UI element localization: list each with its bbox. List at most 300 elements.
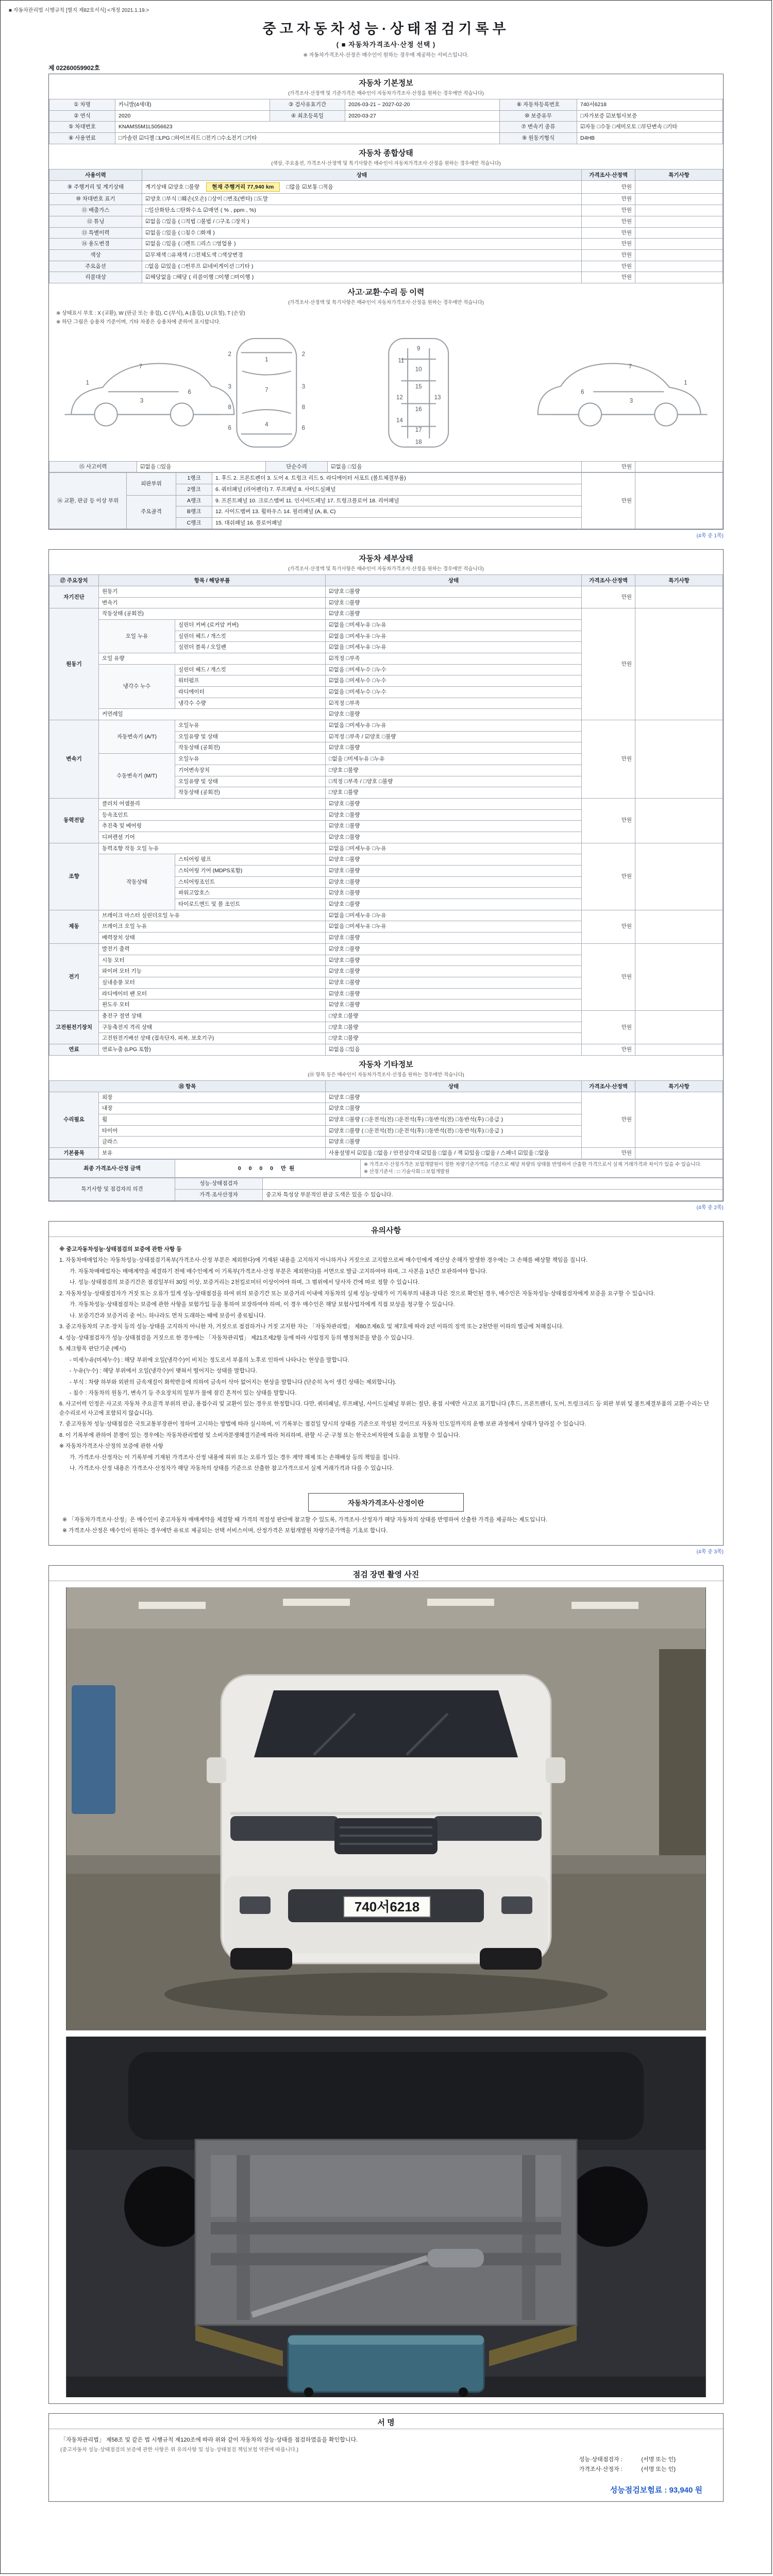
- item-cell: 라디에이터 팬 모터: [99, 988, 326, 999]
- status-cell: ☑없음 □있음 ( □적법 □불법 / □구조 □장치 ): [142, 216, 582, 227]
- price-cell: 만원: [582, 798, 635, 843]
- inspection-photo-underbody: [66, 2037, 706, 2397]
- item-cell: 와이퍼 모터 기능: [99, 966, 326, 977]
- vin-value: KNAMS5M1L5056623: [115, 122, 500, 133]
- signature-note: (중고자동차 성능·상태점검의 보증에 관한 사항은 위 유의사항 및 성능·상태점검 책임보험 약관에 따릅니다.): [60, 2447, 299, 2453]
- status-cell: ☑없음 □미세누유 □누유: [326, 910, 582, 921]
- exchange-parts-table: [49, 472, 723, 529]
- status-cell: ☑없음 □미세누유 □누유: [326, 642, 582, 653]
- status-cell: □양호 □불량: [326, 1033, 582, 1044]
- table-row: [49, 122, 723, 133]
- subitem-cell: 실린더 커버 (로커암 커버): [175, 619, 326, 631]
- table-row: [49, 473, 723, 484]
- appraiser-signature-suffix: (서명 또는 인): [641, 2466, 676, 2473]
- panel-notice: [48, 1221, 724, 1546]
- notice-line: 1. 자동차매매업자는 자동차성능·상태점검기록부(가격조사·산정 부분은 제외한다)에 기재된 내용을 고지하지 아니하거나 거짓으로 고지함으로써 매수인에게 재산상 손해가 발생한 경우에는 그 손해를 배상할 책임을 집니다.: [59, 1257, 588, 1264]
- item-cell: 커먼레일: [99, 709, 326, 720]
- item-group-cell: 작동상태: [99, 854, 175, 910]
- section-title-detail: 자동차 세부상태: [49, 550, 723, 565]
- price-cell: 만원: [582, 910, 635, 943]
- status-cell: ☑양호 □불량: [326, 608, 582, 620]
- inspector-opinion-table: [49, 1178, 723, 1200]
- status-cell: ☑무채색 □유채색 / □전체도색 □색상변경: [142, 249, 582, 261]
- col-note: 특기사항: [635, 574, 723, 586]
- section-title-notice: 유의사항: [49, 1222, 723, 1237]
- final-price-table: [49, 1159, 723, 1178]
- etc-info-table: [49, 1080, 723, 1159]
- status-cell: □일산화탄소 □탄화수소 ☑매연 ( % , ppm , %): [142, 205, 582, 216]
- item-cell: 오일 유량: [99, 653, 326, 664]
- device-group-cell: 조향: [49, 843, 99, 910]
- accident-history-status: ☑없음 □있음: [137, 461, 266, 472]
- table-row: [49, 99, 723, 111]
- status-cell: ☑양호 □불량: [326, 866, 582, 877]
- note-cell: [635, 461, 723, 472]
- note-cell: [635, 194, 723, 205]
- item-group-cell: 자동변속기 (A/T): [99, 720, 175, 754]
- fuel-value: □가솔린 ☑디젤 □LPG □하이브리드 □전기 □수소전기 □기타: [115, 133, 500, 144]
- item-group-cell: 수동변속기 (M/T): [99, 754, 175, 799]
- status-cell: ☑양호 □불량: [326, 809, 582, 821]
- rank1-parts: 1. 후드 2. 프론트펜더 3. 도어 4. 트렁크 리드 5. 라디에이터 서포트 (볼트체결부품): [212, 473, 582, 484]
- item-cell: 발전기 출력: [99, 943, 326, 955]
- item-cell: 배력장치 상태: [99, 933, 326, 944]
- status-cell: 사용설명서 ☑있음 □없음 / 안전삼각대 ☑있음 □없음 / 잭 ☑있음 □없음 / 스패너 ☑있음 □없음: [326, 1148, 582, 1159]
- item-cell: 내장: [99, 1103, 326, 1114]
- subitem-cell: 스티어링 기어 (MDPS포함): [175, 866, 326, 877]
- diagram-part-number: 8: [301, 404, 306, 411]
- status-cell: ☑양호 □불량: [326, 943, 582, 955]
- table-row: [49, 1010, 723, 1022]
- col-item: ⑱ 항목: [49, 1080, 326, 1092]
- status-cell: ☑양호 □불량: [326, 709, 582, 720]
- etc-rows: [49, 1092, 723, 1159]
- diagram-part-number: 3: [301, 383, 306, 390]
- rankC-label: C랭크: [176, 518, 212, 529]
- table-row: [49, 1044, 723, 1056]
- section-title-accident: 사고·교환·수리 등 이력: [49, 283, 723, 298]
- mileage-status: [142, 180, 582, 194]
- diagram-part-number: 6: [581, 389, 584, 396]
- rankC-parts: 15. 대쉬패널 16. 플로어패널: [212, 518, 582, 529]
- section-title-photos: 점검 장면 촬영 사진: [49, 1566, 723, 1581]
- simple-repair-status: ☑없음 □있음: [328, 461, 582, 472]
- insurance-premium: [49, 2480, 723, 2501]
- section-note-overall: (색상, 주요옵션, 가격조사·산정액 및 특기사항은 매수인이 자동차가격조사·산정을 원하는 경우에만 적습니다): [271, 160, 501, 166]
- table-header-row: [49, 574, 723, 586]
- basic-info-table: [49, 99, 723, 144]
- table-row: [49, 1159, 723, 1178]
- price-cell: 만원: [582, 194, 635, 205]
- status-cell: ☑적정 □부족 / ☑양호 □불량: [326, 731, 582, 742]
- status-cell: ☑양호 □부식 □훼손(오손) □상이 □변조(변타) □도말: [142, 194, 582, 205]
- notice-line: 6. 사고이력 인정은 사고로 자동차 주요골격 부위의 판금, 용접수리 및 교환이 있는 경우로 한정합니다. 다만, 쿼터패널, 루프패널, 사이드실패널 부위는 절단, 용접 시에만 사고로 표기합니다 (후드, 프론트펜더, 도어, 트렁크리드 등 외판 부위 및 볼트체결부품의 교환·수리는 단순수리로서 사고에 포함되지 않습니다).: [59, 1401, 710, 1416]
- table-row: [49, 1148, 723, 1159]
- note-cell: [635, 473, 723, 529]
- overall-condition-table: [49, 169, 723, 283]
- device-group-cell: 고전원전기장치: [49, 1010, 99, 1044]
- item-cell: ⑪ 배출가스: [49, 205, 142, 216]
- status-cell: ☑해당없음 □해당 ( 리콜이행 □이행 □미이행 ): [142, 272, 582, 283]
- diagram-part-number: 12: [396, 394, 403, 401]
- vin-label: ⑤ 차대번호: [49, 122, 115, 133]
- status-cell: ☑양호 □불량: [326, 798, 582, 809]
- item-cell: ⑩ 차대번호 표기: [49, 194, 142, 205]
- diagram-part-number: 3: [228, 383, 231, 390]
- note-cell: [635, 1092, 723, 1147]
- item-cell: 원동기: [99, 586, 326, 597]
- car-name-label: ① 차명: [49, 99, 115, 111]
- item-cell: 외장: [99, 1092, 326, 1103]
- item-cell: 윈도우 모터: [99, 999, 326, 1011]
- diagram-part-number: 9: [416, 346, 421, 352]
- diagram-part-number: 8: [228, 404, 231, 411]
- price-cell: 만원: [582, 239, 635, 250]
- col-price: 가격조사·산정액: [582, 1080, 635, 1092]
- col-price: 가격조사·산정액: [582, 169, 635, 180]
- year-label: ② 연식: [49, 110, 115, 122]
- table-row: [49, 110, 723, 122]
- item-cell: 클러치 어셈블리: [99, 798, 326, 809]
- car-underbody-shape: [195, 2140, 577, 2325]
- overall-rows: [49, 194, 723, 283]
- subitem-cell: 스티어링 펌프: [175, 854, 326, 866]
- main-frame-label: 주요골격: [127, 495, 176, 529]
- price-cell: 만원: [582, 1044, 635, 1056]
- status-cell: ☑양호 □불량 ( □운전석(전) □운전석(후) □동반석(전) □동반석(후) □응급 ): [326, 1125, 582, 1137]
- document-subtitle: ( ■ 자동차가격조사·산정 선택 ): [336, 41, 436, 48]
- panel-detail: [48, 549, 724, 1201]
- notice-line: 가. 자동차매매업자는 매매계약을 체결하기 전에 매수인에게 이 기록부(가격조사·산정 부분은 제외한다)를 서면으로 발급·고지하여야 하며, 그 사본을 1년간 보관하여야 합니다.: [70, 1268, 488, 1275]
- insurance-premium-label: 성능점검보험료 :: [610, 2486, 667, 2495]
- note-cell: [635, 239, 723, 250]
- notice-line: - 침수 : 자동차의 원동기, 변속기 등 주요장치의 일부가 물에 잠긴 흔적이 있는 상태를 말합니다.: [70, 1390, 297, 1396]
- status-cell: □없음 ☑있음 ( □썬루프 ☑네비게이션 □기타 ): [142, 261, 582, 272]
- signature-statement: 「자동차관리법」 제58조 및 같은 법 시행규칙 제120조에 따라 위와 같이 자동차의 성능·상태를 점검하였음을 확인합니다.: [60, 2436, 358, 2443]
- status-cell: ☑양호 □불량: [326, 586, 582, 597]
- table-row: [49, 843, 723, 854]
- note-cell: [635, 1010, 723, 1044]
- warranty-value: □자가보증 ☑보험사보증: [577, 110, 723, 122]
- note-cell: [635, 249, 723, 261]
- final-price-value: 0 0 0 0 만원: [175, 1159, 361, 1178]
- signature-row-appraiser: [60, 2465, 712, 2475]
- notice-line: 7. 중고자동차 성능·상태점검은 국토교통부장관이 정하여 고시하는 방법에 따라 실시하며, 이 기록부는 점검일 당시의 상태를 기준으로 작성된 것이므로 자동차 인도일까지의 운행·보관 과정에서 상태가 달라질 수 있습니다.: [59, 1421, 586, 1428]
- item-cell: 휠: [99, 1114, 326, 1126]
- item-cell: ⑫ 튜닝: [49, 216, 142, 227]
- final-note-2: ※ 산정기준서 : □ 기술사회 □ 보험개발원: [364, 1169, 450, 1175]
- detail-rows: [49, 586, 723, 1055]
- status-cell: ☑양호 □불량: [326, 988, 582, 999]
- section-note-accident: (가격조사·산정액 및 특기사항은 매수인이 자동차가격조사·산정을 원하는 경우에만 적습니다): [288, 299, 484, 306]
- status-cell: □양호 □불량: [326, 765, 582, 776]
- subitem-cell: 실린더 블록 / 오일팬: [175, 642, 326, 653]
- pricing-info-lines: [49, 1516, 723, 1545]
- diagram-part-number: 7: [139, 363, 143, 370]
- price-cell: 만원: [582, 473, 635, 529]
- status-cell: ☑양호 □불량: [326, 832, 582, 843]
- status-cell: ☑없음 □있음 ( □렌트 □리스 □영업용 ): [142, 239, 582, 250]
- table-row: [49, 586, 723, 597]
- status-cell: ☑없음 □있음: [326, 1044, 582, 1056]
- notice-lines: [49, 1237, 723, 1485]
- status-cell: □양호 □불량: [326, 787, 582, 799]
- price-cell: 만원: [582, 180, 635, 194]
- table-row: [49, 1178, 723, 1190]
- rank2-label: 2랭크: [176, 484, 212, 496]
- price-cell: 만원: [582, 943, 635, 1010]
- item-cell: 시동 모터: [99, 955, 326, 966]
- notice-line: 4. 성능·상태점검자가 성능·상태점검을 거짓으로 한 경우에는 「자동차관리법」 제21조제2항 등에 따라 사업정지 등의 행정처분을 받을 수 있습니다.: [59, 1334, 414, 1341]
- rankA-label: A랭크: [176, 495, 212, 506]
- status-cell: ☑없음 □있음 ( □침수 □화재 ): [142, 227, 582, 239]
- item-cell: 디퍼렌셜 기어: [99, 832, 326, 843]
- table-row: [49, 194, 723, 205]
- table-row: [49, 798, 723, 809]
- status-cell: □없음 □미세누유 □누유: [326, 754, 582, 765]
- table-row: [49, 205, 723, 216]
- form-reference: ■ 자동차관리법 시행규칙 [별지 제82호서식] <개정 2021.1.19.>: [9, 8, 149, 13]
- current-mileage-caption: 현재 주행거리: [212, 183, 246, 190]
- page-indicator: (4쪽 중 3쪽): [696, 1549, 724, 1555]
- status-cell: ☑양호 □불량: [326, 876, 582, 888]
- subitem-cell: 오일유량 및 상태: [175, 731, 326, 742]
- device-group-cell: 기본품목: [49, 1148, 99, 1159]
- status-cell: □양호 □불량: [326, 1022, 582, 1033]
- note-cell: [635, 910, 723, 943]
- subitem-cell: 오일누유: [175, 754, 326, 765]
- accident-history-table: [49, 461, 723, 473]
- status-cell: ☑양호 □불량 ( □운전석(전) □운전석(후) □동반석(전) □동반석(후) □응급 ): [326, 1114, 582, 1126]
- section-title-signature: 서 명: [49, 2414, 723, 2429]
- inspection-photo-front: [66, 1587, 706, 2030]
- item-cell: ⑭ 용도변경: [49, 239, 142, 250]
- mileage-range: □많음 ☑보통 □적음: [286, 183, 333, 190]
- diagram-part-number: 2: [228, 351, 231, 358]
- note-cell: [635, 1148, 723, 1159]
- status-cell: ☑양호 □불량: [326, 888, 582, 899]
- diagram-part-number: 17: [415, 427, 422, 434]
- note-cell: [635, 272, 723, 283]
- diagram-part-number: 10: [415, 366, 422, 373]
- diagram-part-number: 6: [301, 425, 306, 431]
- diagram-part-number: 3: [140, 398, 144, 404]
- price-cell: 만원: [582, 205, 635, 216]
- engine-label: ⑨ 원동기형식: [500, 133, 577, 144]
- notice-line: 가. 가격조사·산정자는 이 기록부에 기재된 가격조사·산정 내용에 허위 또는 오류가 있는 경우 계약 해제 또는 손해배상 등의 책임을 집니다.: [70, 1454, 400, 1461]
- table-row: [49, 720, 723, 732]
- price-cell: 만원: [582, 720, 635, 799]
- note-cell: [635, 216, 723, 227]
- reg-no-value: 740서6218: [577, 99, 723, 111]
- note-cell: [635, 261, 723, 272]
- table-row: [49, 216, 723, 227]
- status-cell: ☑양호 □불량: [326, 999, 582, 1011]
- price-cell: 만원: [582, 1010, 635, 1044]
- table-row: [49, 227, 723, 239]
- subitem-cell: 오일누유: [175, 720, 326, 732]
- note-cell: [635, 943, 723, 1010]
- subitem-cell: 오일유량 및 상태: [175, 776, 326, 787]
- note-cell: [635, 608, 723, 720]
- inspector-signature-suffix: (서명 또는 인): [641, 2456, 676, 2463]
- note-cell: [635, 843, 723, 910]
- status-cell: ☑양호 □불량: [326, 977, 582, 988]
- fuel-label: ⑧ 사용연료: [49, 133, 115, 144]
- item-cell: 보유: [99, 1148, 326, 1159]
- item-cell: 리콜대상: [49, 272, 142, 283]
- section-note-detail: (가격조사·산정액 및 특기사항은 매수인이 자동차가격조사·산정을 원하는 경우에만 적습니다): [288, 566, 484, 572]
- document-title: 중고자동차성능·상태점검기록부: [262, 21, 510, 37]
- subitem-cell: 실린더 헤드 / 개스킷: [175, 631, 326, 642]
- col-status: 상태: [326, 1080, 582, 1092]
- appraiser-signature-label: 가격조사·산정자 :: [579, 2466, 623, 2473]
- subitem-cell: 라디에이터: [175, 687, 326, 698]
- item-cell: 색상: [49, 249, 142, 261]
- exchange-label: ⑯ 교환, 판금 등 이상 부위: [49, 473, 127, 529]
- diagram-part-number: 13: [434, 394, 441, 401]
- rankB-label: B랭크: [176, 506, 212, 518]
- table-row: [49, 261, 723, 272]
- price-cell: 만원: [582, 586, 635, 608]
- final-note-1: ※ 가격조사·산정가격은 보험개발원이 정한 차량기준가액을 기준으로 해당 차량의 상태를 반영하여 산출한 가격으로서 실제 거래가격과 차이가 있을 수 있습니다.: [364, 1161, 702, 1167]
- status-cell: ☑양호 □불량: [326, 854, 582, 866]
- status-cell: ☑양호 □불량: [326, 933, 582, 944]
- subitem-cell: 타이로드엔드 및 볼 조인트: [175, 899, 326, 910]
- item-group-cell: 냉각수 누수: [99, 664, 175, 709]
- device-group-cell: 원동기: [49, 608, 99, 720]
- subitem-cell: 작동상태 (공회전): [175, 787, 326, 799]
- col-item: 사용이력: [49, 169, 142, 180]
- item-cell: 구동축전지 격리 상태: [99, 1022, 326, 1033]
- car-name-value: 카니발(4세대): [115, 99, 270, 111]
- status-cell: ☑없음 □미세누수 □누수: [326, 687, 582, 698]
- notice-line: 8. 이 기록부에 관하여 분쟁이 있는 경우에는 자동차관리법령 및 소비자분쟁해결기준에 따라 처리하며, 관할 시·군·구청 또는 한국소비자원에 도움을 요청할 수 있습니다.: [59, 1432, 460, 1438]
- item-cell: 글라스: [99, 1137, 326, 1148]
- subitem-cell: 실린더 헤드 / 개스킷: [175, 664, 326, 675]
- warranty-label: ⑩ 보증유무: [500, 110, 577, 122]
- item-cell: ⑬ 특별이력: [49, 227, 142, 239]
- table-row: [49, 133, 723, 144]
- table-row: [49, 249, 723, 261]
- status-cell: ☑양호 □불량: [326, 597, 582, 608]
- opinion-text-2: 중고차 특성상 부분적인 판금 도색은 있을 수 있습니다.: [263, 1190, 723, 1201]
- note-cell: [635, 1044, 723, 1056]
- table-header-row: [49, 1080, 723, 1092]
- price-cell: 만원: [582, 1092, 635, 1147]
- notice-line: 나. 가격조사·산정 내용은 가격조사·산정자가 해당 자동차의 상태를 기준으로 산출한 참고가격으로서 실제 거래가격과 다를 수 있습니다.: [70, 1465, 394, 1472]
- item-cell: 고전원전기배선 상태 (접속단자, 피복, 보호기구): [99, 1033, 326, 1044]
- signature-row-inspector: [60, 2455, 712, 2465]
- col-price: 가격조사·산정액: [582, 574, 635, 586]
- rank2-parts: 6. 쿼터패널 (리어펜더) 7. 루프패널 8. 사이드실패널: [212, 484, 582, 496]
- status-cell: □양호 □불량: [326, 1010, 582, 1022]
- col-note: 특기사항: [635, 169, 723, 180]
- document-number: 제 02260059902호: [48, 64, 100, 72]
- diagram-part-number: 11: [398, 358, 405, 364]
- damage-code-legend: ※ 상태표시 부호 : X (교환), W (판금 또는 용접), C (부식), A (흠집), U (요철), T (손상): [56, 310, 245, 316]
- diagram-part-number: 6: [228, 425, 231, 431]
- status-cell: ☑없음 □미세누유 □누유: [326, 619, 582, 631]
- diagram-part-numbers: [86, 346, 687, 445]
- col-item: 항목 / 해당부품: [99, 574, 326, 586]
- panel-photos: [48, 1565, 724, 2404]
- device-group-cell: 전기: [49, 943, 99, 1010]
- item-cell: 브레이크 오일 누유: [99, 921, 326, 933]
- table-row: [49, 608, 723, 620]
- inspector-signature-label: 성능·상태점검자 :: [579, 2456, 623, 2463]
- opinion-title: 특기사항 및 점검자의 의견: [49, 1178, 175, 1200]
- subitem-cell: 스티어링조인트: [175, 876, 326, 888]
- first-reg-label: ④ 최초등록일: [270, 110, 345, 122]
- diagram-part-number: 4: [265, 421, 268, 428]
- subitem-cell: 기어변속장치: [175, 765, 326, 776]
- insurance-premium-value: 93,940 원: [669, 2486, 702, 2495]
- notice-line: - 누유(누수) : 해당 부위에서 오일(냉각수)이 맺혀서 떨어지는 상태를 말합니다.: [70, 1368, 257, 1375]
- notice-line: ※ 가격조사·산정은 매수인이 원하는 경우에만 유료로 제공되는 선택 서비스이며, 산정가격은 보험개발원 차량기준가액을 기초로 합니다.: [62, 1528, 388, 1534]
- diagram-part-number: 6: [188, 389, 191, 396]
- trans-value: ☑자동 □수동 □세미오토 □무단변속 □기타: [577, 122, 723, 133]
- diagram-part-number: 1: [86, 380, 89, 386]
- license-plate-text: 740서6218: [354, 1899, 420, 1914]
- item-cell: 작동상태 (공회전): [99, 608, 326, 620]
- diagram-note: ※ 하단 그림은 승용차 기준이며, 기타 차종은 승용차에 준하여 표시합니다.: [56, 319, 221, 325]
- col-status: 상태: [142, 169, 582, 180]
- note-cell: [635, 205, 723, 216]
- current-mileage-box: [206, 182, 279, 192]
- table-row: [49, 272, 723, 283]
- diagram-part-number: 7: [265, 387, 268, 394]
- table-header-row: [49, 169, 723, 180]
- status-cell: ☑없음 □미세누유 □누유: [326, 921, 582, 933]
- price-cell: 만원: [582, 461, 635, 472]
- note-cell: [635, 180, 723, 194]
- note-cell: [635, 720, 723, 799]
- device-group-cell: 제동: [49, 910, 99, 943]
- status-cell: ☑없음 □미세누유 □누유: [326, 720, 582, 732]
- table-row: [49, 461, 723, 472]
- reg-no-label: ⑥ 자동차등록번호: [500, 99, 577, 111]
- price-cell: 만원: [582, 1148, 635, 1159]
- item-cell: 주요옵션: [49, 261, 142, 272]
- diagram-part-number: 18: [415, 439, 422, 446]
- notice-line: ※ 「자동차가격조사·산정」은 매수인이 중고자동차 매매계약을 체결할 때 가격의 적절성 판단에 참고할 수 있도록, 가격조사·산정자가 해당 자동차의 상태를 반영하여 산출한 가격을 제공하는 제도입니다.: [62, 1516, 548, 1523]
- status-cell: ☑양호 □불량: [326, 1137, 582, 1148]
- page-indicator: (4쪽 중 2쪽): [696, 1205, 724, 1211]
- page-indicator: (4쪽 중 1쪽): [696, 533, 724, 539]
- panel-signature: [48, 2413, 724, 2502]
- col-device: ⑰ 주요장치: [49, 574, 99, 586]
- price-cell: 만원: [582, 249, 635, 261]
- status-cell: ☑양호 □불량: [326, 821, 582, 832]
- final-price-notes: [361, 1159, 723, 1178]
- note-cell: [635, 798, 723, 843]
- diagram-part-number: 1: [684, 380, 687, 386]
- document-subnote: ※ 자동차가격조사·산정은 매수인이 원하는 경우에 제공하는 서비스입니다.: [303, 53, 469, 58]
- price-cell: 만원: [582, 608, 635, 720]
- subitem-cell: 워터펌프: [175, 675, 326, 687]
- item-cell: 실내송풍 모터: [99, 977, 326, 988]
- odometer-status: 계기상태 ☑양호 □불량: [145, 183, 200, 190]
- accident-history-label: ⑮ 사고이력: [49, 461, 137, 472]
- notice-line: - 부식 : 차량 하부와 외판의 금속재질이 화학반응에 의하여 금속이 삭아 없어지는 현상을 말합니다 (단순히 녹이 생긴 상태는 제외합니다).: [70, 1379, 396, 1385]
- side-view-left-icon: [65, 363, 234, 426]
- rankB-parts: 12. 사이드멤버 13. 휠하우스 14. 필러패널 (A, B, C): [212, 506, 582, 518]
- status-cell: ☑없음 □미세누유 □누유: [326, 843, 582, 854]
- section-note-etc: (⑱ 항목 등은 매수인이 자동차가격조사·산정을 원하는 경우에만 적습니다): [308, 1072, 464, 1078]
- note-cell: [635, 227, 723, 239]
- col-note: 특기사항: [635, 1080, 723, 1092]
